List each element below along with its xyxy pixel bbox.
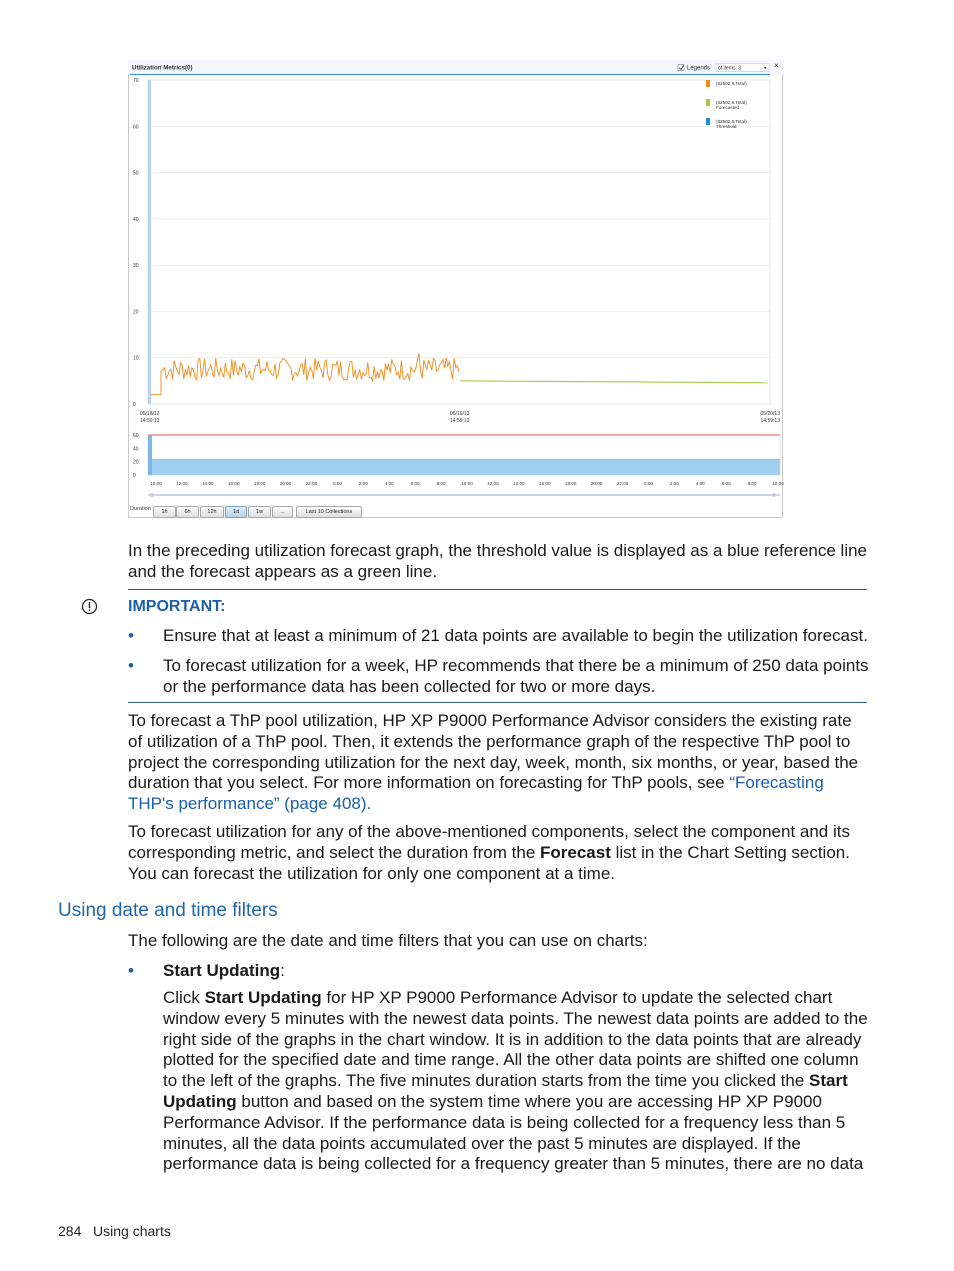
legend-label: (82502,8,Total) — [716, 100, 747, 105]
chevron-down-icon: ▾ — [764, 65, 767, 72]
important-bullet-1: Ensure that at least a minimum of 21 data points are available to begin the utilization forecast. — [163, 626, 868, 645]
x-tick-date: 05/20/13 — [760, 411, 780, 417]
nav-y-tick-label: 40 — [133, 446, 139, 453]
nav-x-tick-label: 0:00 — [643, 481, 653, 486]
y-tick-label: 0 — [133, 402, 136, 408]
nav-x-tick-label: 6:00 — [410, 481, 420, 486]
nav-x-tick-label: 4:00 — [695, 481, 705, 486]
forecasting-thp-link[interactable]: “Forecasting THP's performance” (page 408) — [128, 773, 824, 814]
duration-label: Duration — [130, 506, 151, 512]
nav-x-tick-label: 8:00 — [747, 481, 757, 486]
important-bullet-2: To forecast utilization for a week, HP recommends that there be a minimum of 250 data points or the performance data has been collected for two or more days. — [163, 656, 869, 696]
x-tick-time: 14:59:13 — [450, 418, 470, 424]
nav-x-tick-label: 20:00 — [590, 481, 603, 486]
nav-y-tick-label: 20 — [133, 459, 139, 466]
nav-fill-area — [148, 460, 780, 475]
nav-x-tick-label: 18:00 — [564, 481, 577, 486]
plot-area — [148, 80, 770, 404]
nav-x-tick-label: 20:00 — [279, 481, 292, 486]
legend-sublabel: Forecasted — [716, 105, 739, 110]
nav-x-tick-label: 10:00 — [772, 481, 784, 486]
nav-x-tick-label: 12:00 — [176, 481, 188, 486]
bullet-icon: • — [128, 656, 134, 675]
important-bottom-rule — [128, 702, 867, 703]
nav-x-tick-label: 16:00 — [228, 481, 240, 486]
nav-x-tick-label: 14:00 — [202, 481, 214, 486]
nav-x-tick-label: 15:00 — [150, 481, 162, 486]
y-tick-label: 30 — [133, 263, 139, 270]
x-tick-date: 05/18/13 — [140, 411, 160, 417]
duration-button[interactable]: 1w — [248, 506, 271, 518]
close-icon[interactable]: × — [774, 61, 779, 70]
nav-x-tick-label: 2:00 — [358, 481, 368, 486]
forecast-term: Forecast — [540, 842, 611, 862]
x-tick-time: 14:59:13 — [140, 418, 160, 424]
section-intro: The following are the date and time filters that you can use on charts: — [128, 931, 648, 950]
bullet-icon: • — [128, 626, 134, 645]
x-tick-time: 14:59:13 — [760, 418, 780, 424]
page-footer — [58, 1223, 171, 1239]
scroll-handle-left — [150, 493, 154, 497]
legend-swatch — [706, 99, 710, 106]
section-heading: Using date and time filters — [58, 900, 278, 921]
nav-x-tick-label: 16:00 — [539, 481, 551, 486]
y-tick-label: 20 — [133, 309, 139, 316]
nav-x-tick-label: 18:00 — [253, 481, 266, 486]
legend-label: (82502,8,Total) — [716, 81, 747, 86]
chapter-name: Using charts — [93, 1223, 171, 1239]
y-tick-label: 60 — [133, 124, 139, 131]
main-plot — [133, 78, 780, 424]
duration-button[interactable]: 6h — [176, 506, 199, 518]
duration-button[interactable]: Last 10 Collections — [296, 506, 362, 518]
threshold-edge — [148, 80, 151, 404]
nav-x-tick-label: 14:00 — [513, 481, 525, 486]
navigator-plot — [133, 433, 784, 497]
chart-svg — [128, 60, 784, 520]
nav-x-tick-label: 12:00 — [487, 481, 499, 486]
legend-swatch — [706, 80, 710, 87]
duration-button[interactable]: 1d — [225, 506, 247, 518]
duration-button[interactable]: ... — [272, 506, 293, 518]
start-updating-description: Click Start Updating for HP XP P9000 Performance Advisor to update the selected chart window every 5 minutes with the newest data points. The newest data points are added to the right side of the graphs in the chart window. It is in addition to the data points that are already plotted for the specified date and time range. All the other data points are shifted one column to the left of the graphs. The five minutes duration starts from the time you clicked the Start Updating button and based on the system time where you are accessing HP XP P9000 Performance Advisor. If the performance data is being collected for a frequency less than 5 minutes, all the data points accumulated over the past 5 minutes are displayed. If the performance data is being collected for a frequency greater than 5 minutes, there are no data — [163, 988, 868, 1174]
nav-x-tick-label: 22:00 — [616, 481, 629, 486]
important-top-rule — [128, 589, 867, 590]
paragraph-forecast-components: To forecast utilization for any of the above-mentioned components, select the component and its corresponding metric, and select the duration from the Forecast list in the Chart Setting section. You can forecast the utilization for only one component at a time. — [128, 822, 850, 883]
y-tick-label: 40 — [133, 216, 139, 223]
legend-sublabel: Threshold — [716, 124, 737, 129]
x-tick-date: 05/19/13 — [450, 411, 470, 417]
y-tick-label: 50 — [133, 170, 139, 177]
chart-caption: In the preceding utilization forecast graph, the threshold value is displayed as a blue reference line and the forecast appears as a green line. — [128, 541, 868, 581]
legend-swatch — [706, 118, 710, 125]
bullet-icon: • — [128, 961, 134, 980]
nav-handle-left — [148, 435, 152, 475]
items-label: of items: 3 — [718, 65, 742, 72]
nav-x-tick-label: 2:00 — [669, 481, 679, 486]
scroll-handle-right — [772, 493, 776, 497]
chart-title-bar — [128, 60, 784, 74]
nav-x-tick-label: 22:00 — [305, 481, 318, 486]
important-label: IMPORTANT: — [128, 598, 226, 615]
nav-x-tick-label: 6:00 — [721, 481, 731, 486]
nav-x-tick-label: 10:00 — [461, 481, 473, 486]
y-tick-label: 10 — [133, 355, 139, 362]
nav-x-tick-label: 0:00 — [332, 481, 342, 486]
y-tick-label: 70 — [133, 78, 139, 84]
nav-y-tick-label: 0 — [133, 473, 136, 479]
duration-button[interactable]: 12h — [200, 506, 224, 518]
nav-x-tick-label: 8:00 — [436, 481, 446, 486]
nav-y-tick-label: 60 — [133, 433, 139, 439]
page-number: 284 — [58, 1223, 82, 1239]
duration-button[interactable]: 1h — [153, 506, 176, 518]
legend-label: (82502,8,Total) — [716, 119, 747, 124]
legends-label: Legends — [687, 65, 711, 72]
important-icon — [81, 598, 98, 615]
chart-title: Utilization Metrics(0) — [132, 64, 193, 72]
start-updating-item: Start Updating: — [163, 961, 285, 980]
nav-x-tick-label: 4:00 — [384, 481, 394, 486]
paragraph-thp-forecast: To forecast a ThP pool utilization, HP XP P9000 Performance Advisor considers the existing rate of utilization of a ThP pool. Then, it extends the performance graph of the respective ThP pool to project the corresponding utilization for the next day, week, month, six months, or year, based the duration that you select. For more information on forecasting for ThP pools, see “Forecasting THP's performance” (page 408). — [128, 711, 859, 814]
